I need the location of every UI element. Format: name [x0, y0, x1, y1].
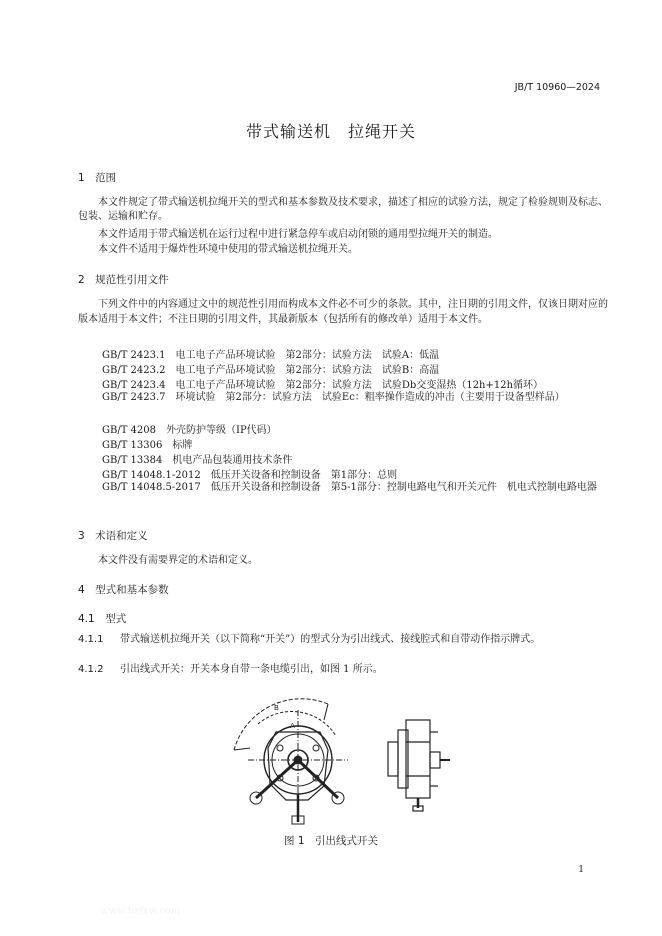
- ref-item: GB/T 4208 外壳防护等级（IP代码）: [102, 425, 277, 436]
- ref-item: GB/T 14048.1-2012 低压开关设备和控制设备 第1部分：总则: [102, 470, 398, 481]
- section-3-heading: 3 术语和定义: [78, 530, 148, 542]
- standard-number: JB/T 10960—2024: [514, 82, 600, 93]
- watermark: www.bzfxw.com: [100, 906, 181, 917]
- section-4-heading: 4 型式和基本参数: [78, 584, 169, 596]
- item-4-1-2-text: 引出线式开关：开关本身自带一条电缆引出，如图 1 所示。: [120, 664, 383, 675]
- figure-label-b: B: [274, 704, 279, 712]
- section-2-heading: 2 规范性引用文件: [78, 274, 169, 286]
- dimension-arc-outer: [234, 699, 328, 750]
- ref-item: GB/T 2423.1 电工电子产品环境试验 第2部分：试验方法 试验A：低温: [102, 350, 440, 361]
- ref-item: GB/T 2423.4 电工电子产品环境试验 第2部分：试验方法 试验Db交变湿热（12h+12h循环）: [102, 380, 544, 391]
- figure-caption: 图 1 引出线式开关: [283, 835, 379, 847]
- ref-item: GB/T 2423.7 环境试验 第2部分：试验方法 试验Ec：粗率操作造成的冲击（主要用于设备型样品）: [102, 392, 565, 403]
- figure-side-view: [384, 712, 454, 812]
- ref-item: GB/T 2423.2 电工电子产品环境试验 第2部分：试验方法 试验B：高温: [102, 365, 440, 376]
- section-1-paragraph-3: 本文件不适用于爆炸性环境中使用的带式输送机拉绳开关。: [98, 244, 358, 255]
- item-4-1-2-number: 4.1.2: [78, 664, 104, 675]
- section-1-paragraph-1: 本文件规定了带式输送机拉绳开关的型式和基本参数及技术要求，描述了相应的试验方法，规定了检验规则及标志、包装、运输和贮存。: [78, 197, 608, 222]
- side-body: [406, 720, 430, 798]
- ref-item: GB/T 14048.5-2017 低压开关设备和控制设备 第5-1部分：控制电路电气和开关元件 机电式控制电路电器: [102, 482, 597, 493]
- ref-item: GB/T 13306 标牌: [102, 440, 193, 451]
- item-4-1-1-number: 4.1.1: [78, 634, 104, 645]
- item-4-1-1-text: 带式输送机拉绳开关（以下简称“开关”）的型式分为引出线式、接线腔式和自带动作指示牌式。: [120, 634, 541, 645]
- section-1-paragraph-2: 本文件适用于带式输送机在运行过程中进行紧急停车或启动闭锁的通用型拉绳开关的制造。: [98, 229, 498, 240]
- section-3-paragraph: 本文件没有需要界定的术语和定义。: [98, 555, 258, 566]
- subsection-4-1-heading: 4.1 型式: [78, 613, 127, 625]
- ref-item: GB/T 13384 机电产品包装通用技术条件: [102, 455, 293, 466]
- figure-front-view: [228, 690, 368, 830]
- figure-label-a: A: [290, 722, 295, 730]
- section-2-intro: 下列文件中的内容通过文中的规范性引用而构成本文件必不可少的条款。其中，注日期的引用文件，仅该日期对应的版本适用于本文件；不注日期的引用文件，其最新版本（包括所有的修改单）适用于本文件。: [78, 299, 608, 325]
- section-1-heading: 1 范围: [78, 172, 117, 184]
- page-number: 1: [578, 865, 584, 875]
- document-title: 带式输送机 拉绳开关: [245, 122, 416, 141]
